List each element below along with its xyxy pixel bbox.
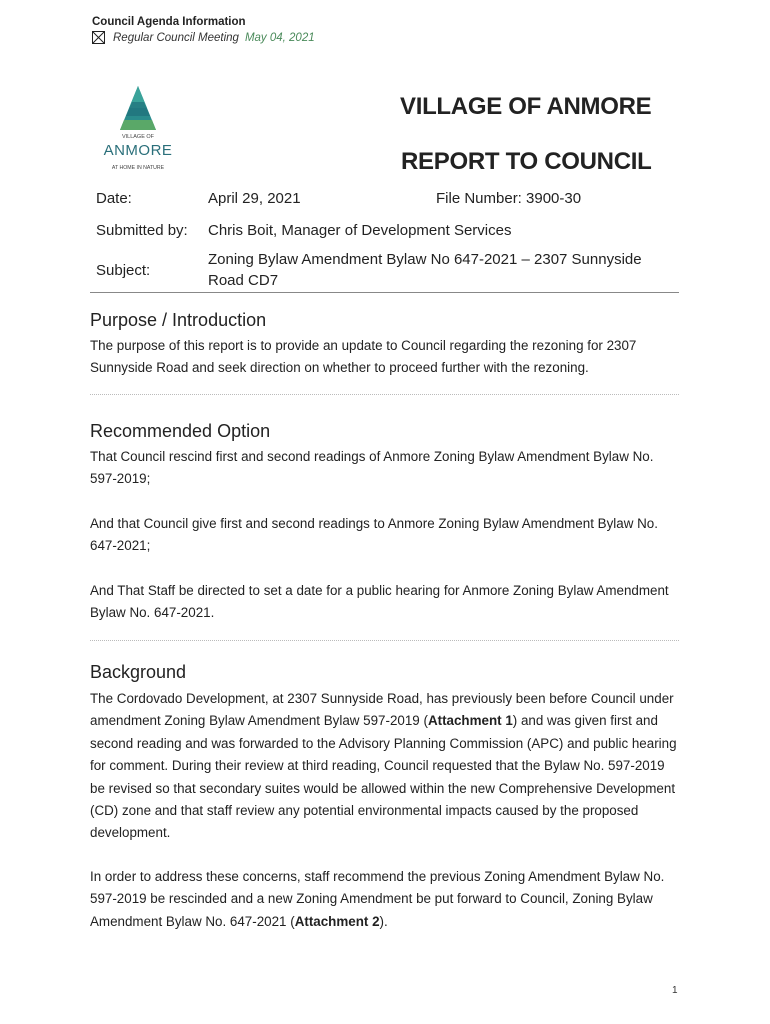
background-heading: Background xyxy=(90,662,187,682)
background-paragraph-2: In order to address these concerns, staff recommend the previous Zoning Amendment Bylaw No. 597-2019 be rescinded and a new Zoning Amendment be put forward to Council, Zoning Bylaw Amendment Bylaw No. 647-2021 (Attachment 2). xyxy=(90,869,665,929)
svg-text:VILLAGE OF: VILLAGE OF xyxy=(121,134,155,140)
agenda-title: Council Agenda Information xyxy=(92,16,246,28)
page-title-report: REPORT TO COUNCIL xyxy=(401,148,652,175)
recommended-paragraph-1: That Council rescind first and second readings of Anmore Zoning Bylaw Amendment Bylaw No. 597-2019; xyxy=(90,449,654,487)
date-value: April 29, 2021 xyxy=(208,190,301,207)
subject-label: Subject: xyxy=(96,262,151,279)
meeting-date: May 04, 2021 xyxy=(244,31,315,44)
purpose-text: The purpose of this report is to provide an update to Council regarding the rezoning for 2307 Sunnyside Road and seek direction on whether to proceed further with the rezoning. xyxy=(90,338,637,376)
anmore-logo xyxy=(96,80,211,180)
submitted-label: Submitted by: xyxy=(96,222,188,239)
subject-line-2: Road CD7 xyxy=(208,272,279,289)
meeting-label: Regular Council Meeting xyxy=(113,31,239,44)
recommended-paragraph-3: And That Staff be directed to set a date for a public hearing for Anmore Zoning Bylaw Amendment Bylaw No. 647-2021. xyxy=(90,583,669,621)
mountain-logo-icon xyxy=(96,80,211,180)
submitted-value: Chris Boit, Manager of Development Services xyxy=(208,222,512,239)
svg-text:AT HOME IN NATURE: AT HOME IN NATURE xyxy=(111,165,165,171)
subject-line-1: Zoning Bylaw Amendment Bylaw No 647-2021 – 2307 Sunnyside xyxy=(208,251,642,268)
meeting-line xyxy=(92,31,315,44)
recommended-paragraph-2: And that Council give first and second readings to Anmore Zoning Bylaw Amendment Bylaw No. 647-2021; xyxy=(90,516,658,554)
background-paragraph-1: The Cordovado Development, at 2307 Sunnyside Road, has previously been before Council under amendment Zoning Bylaw Amendment Bylaw 597-2019 (Attachment 1) and was given first and second reading and was forwarded to the Advisory Planning Commission (APC) and public hearing for comment. During their review at third reading, Council requested that the Bylaw No. 597-2019 be revised so that secondary suites would be allowed within the new Comprehensive Development (CD) zone and that staff review any potential environmental impacts caused by the proposed development. xyxy=(90,691,677,841)
page-number: 1 xyxy=(672,985,678,996)
date-label: Date: xyxy=(96,190,132,207)
attachment-2-ref: Attachment 2 xyxy=(294,913,380,929)
page-title-village: VILLAGE OF ANMORE xyxy=(400,93,652,120)
recommended-heading: Recommended Option xyxy=(90,421,271,441)
section-divider xyxy=(90,394,679,395)
attachment-1-ref: Attachment 1 xyxy=(427,713,513,729)
purpose-heading: Purpose / Introduction xyxy=(90,310,267,330)
file-number: File Number: 3900-30 xyxy=(436,190,582,207)
svg-text:ANMORE: ANMORE xyxy=(103,142,173,159)
checkbox-icon[interactable] xyxy=(92,31,105,44)
section-divider xyxy=(90,640,679,641)
meta-divider xyxy=(90,292,679,293)
